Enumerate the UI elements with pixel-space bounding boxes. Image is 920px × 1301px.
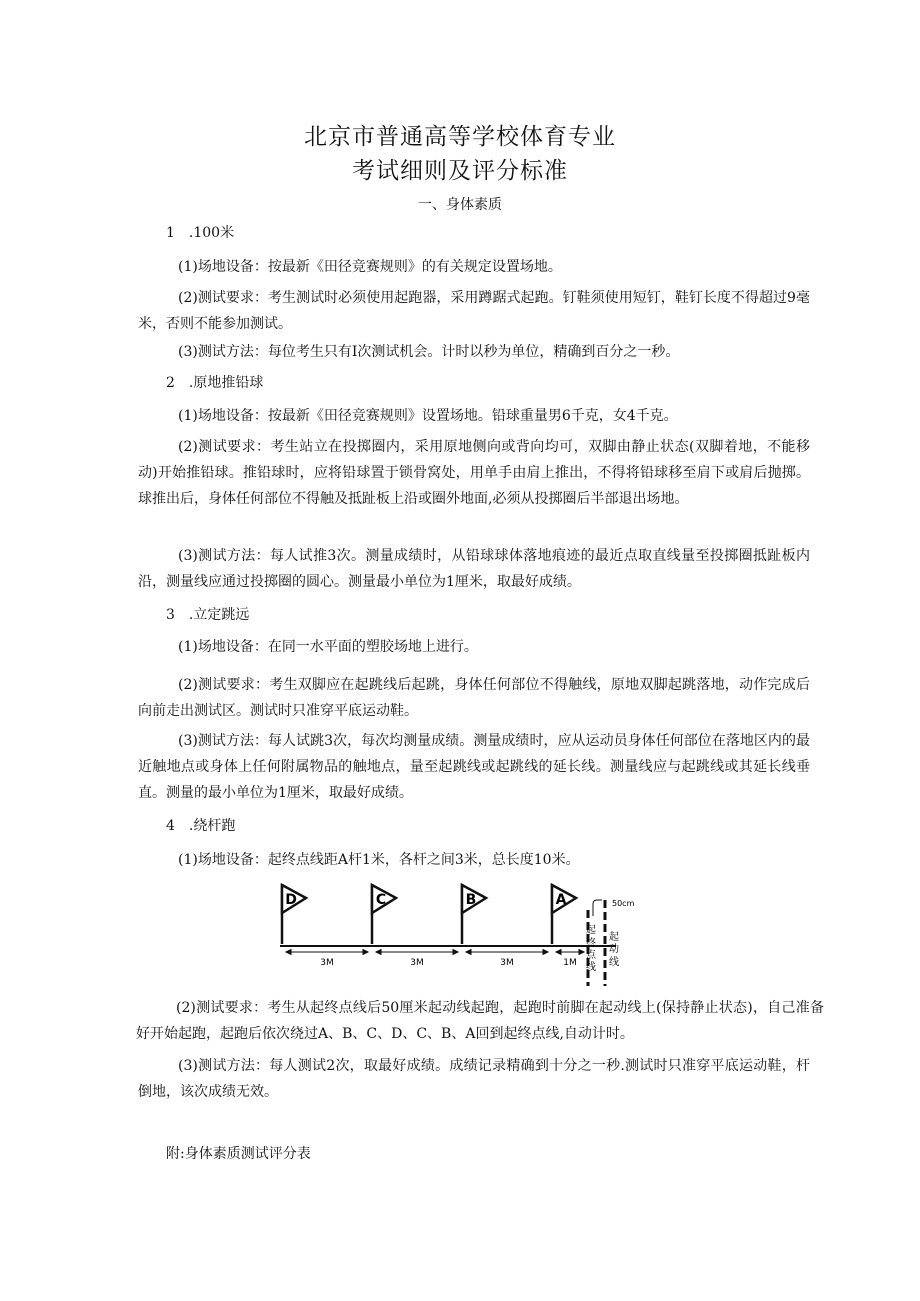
flag-b	[462, 884, 486, 944]
item-heading-pole-run: 4 .绕杆跑	[166, 818, 236, 834]
paragraph: (1)场地设备：在同一水平面的塑胶场地上进行。	[178, 639, 478, 655]
gap-label: 3M	[320, 958, 334, 968]
item-heading-shot-put: 2 .原地推铅球	[166, 375, 264, 391]
paragraph: (1)场地设备：按最新《田径竞赛规则》的有关规定设置场地。	[178, 259, 562, 275]
distance-label-50cm: 50cm	[612, 899, 635, 908]
document-title-line2: 考试细则及评分标准	[352, 158, 568, 184]
start-line-char: 线	[609, 957, 619, 968]
paragraph: (2)测试要求：考生双脚应在起跳线后起跳，身体任何部位不得触线，原地双脚起跳落地，动作完成后向前走出测试区。测试时只准穿平底运动鞋。	[138, 677, 810, 719]
paragraph: (1)场地设备：按最新《田径竞赛规则》设置场地。铅球重量男6千克，女4千克。	[178, 408, 678, 424]
gap-label: 1M	[563, 958, 577, 968]
flag-label-b: B	[465, 892, 477, 908]
gap-label: 3M	[500, 958, 514, 968]
document-title-line1: 北京市普通高等学校体育专业	[304, 124, 616, 150]
flag-label-c: C	[375, 892, 387, 908]
flag-a	[552, 884, 576, 944]
paragraph: (3)测试方法：每人测试2次，取最好成绩。成绩记录精确到十分之一秒.测试时只准穿平底运动鞋，杆倒地，该次成绩无效。	[138, 1058, 810, 1100]
paragraph: (3)测试方法：每人试推3次。测量成绩时，从铅球球体落地痕迹的最近点取直线量至投掷圈抵趾板内沿，测量线应通过投掷圈的圆心。测量最小单位为1厘米，取最好成绩。	[138, 548, 810, 590]
flag-label-d: D	[285, 892, 297, 908]
start-finish-char: 终	[586, 938, 596, 949]
start-finish-char: 线	[586, 962, 596, 973]
start-line-char: 起	[609, 932, 619, 943]
paragraph: (3)测试方法：每位考生只有I次测试机会。计时以秒为单位，精确到百分之一秒。	[178, 344, 680, 360]
flag-c	[372, 884, 396, 944]
paragraph: (1)场地设备：起终点线距A杆1米，各杆之间3米，总长度10米。	[178, 852, 580, 868]
start-line-char: 动	[609, 944, 619, 955]
appendix-note: 附:身体素质测试评分表	[166, 1146, 311, 1162]
distance-arrows	[286, 950, 584, 955]
gap-label: 3M	[410, 958, 424, 968]
item-heading-long-jump: 3 .立定跳远	[166, 607, 250, 623]
start-finish-char: 点	[586, 950, 596, 961]
start-finish-char: 起	[586, 925, 596, 936]
paragraph: (2)测试要求：考生从起终点线后50厘米起动线起跑，起跑时前脚在起动线上(保持静止状态)，自己准备好开始起跑，起跑后依次绕过A、B、C、D、C、B、A回到起终点线,自动计时。	[136, 1000, 824, 1042]
pole-run-diagram	[278, 878, 648, 986]
item-heading-100m: 1 .100米	[166, 225, 235, 241]
paragraph: (2)测试要求：考生站立在投掷圈内，采用原地侧向或背向均可，双脚由静止状态(双脚着地，不能移动)开始推铅球。推铅球时，应将铅球置于锁骨窝处，用单手由肩上推出，不得将铅球移至肩下或肩后抛掷。球推出后，身体任何部位不得触及抵趾板上沿或圈外地面,必须从投掷圈后半部退出场地。	[138, 439, 810, 507]
flag-d	[282, 884, 306, 944]
paragraph: (2)测试要求：考生测试时必须使用起跑器，采用蹲踞式起跑。钉鞋须使用短钉，鞋钉长度不得超过9毫米，否则不能参加测试。	[138, 290, 810, 332]
section-heading: 一、身体素质	[418, 197, 502, 213]
flag-label-a: A	[555, 892, 567, 908]
paragraph: (3)测试方法：每人试跳3次，每次均测量成绩。测量成绩时，应从运动员身体任何部位在落地区内的最近触地点或身体上任何附属物品的触地点，量至起跳线或起跳线的延长线。测量线应与起跳线或其延长线垂直。测量的最小单位为1厘米，取最好成绩。	[138, 733, 810, 801]
